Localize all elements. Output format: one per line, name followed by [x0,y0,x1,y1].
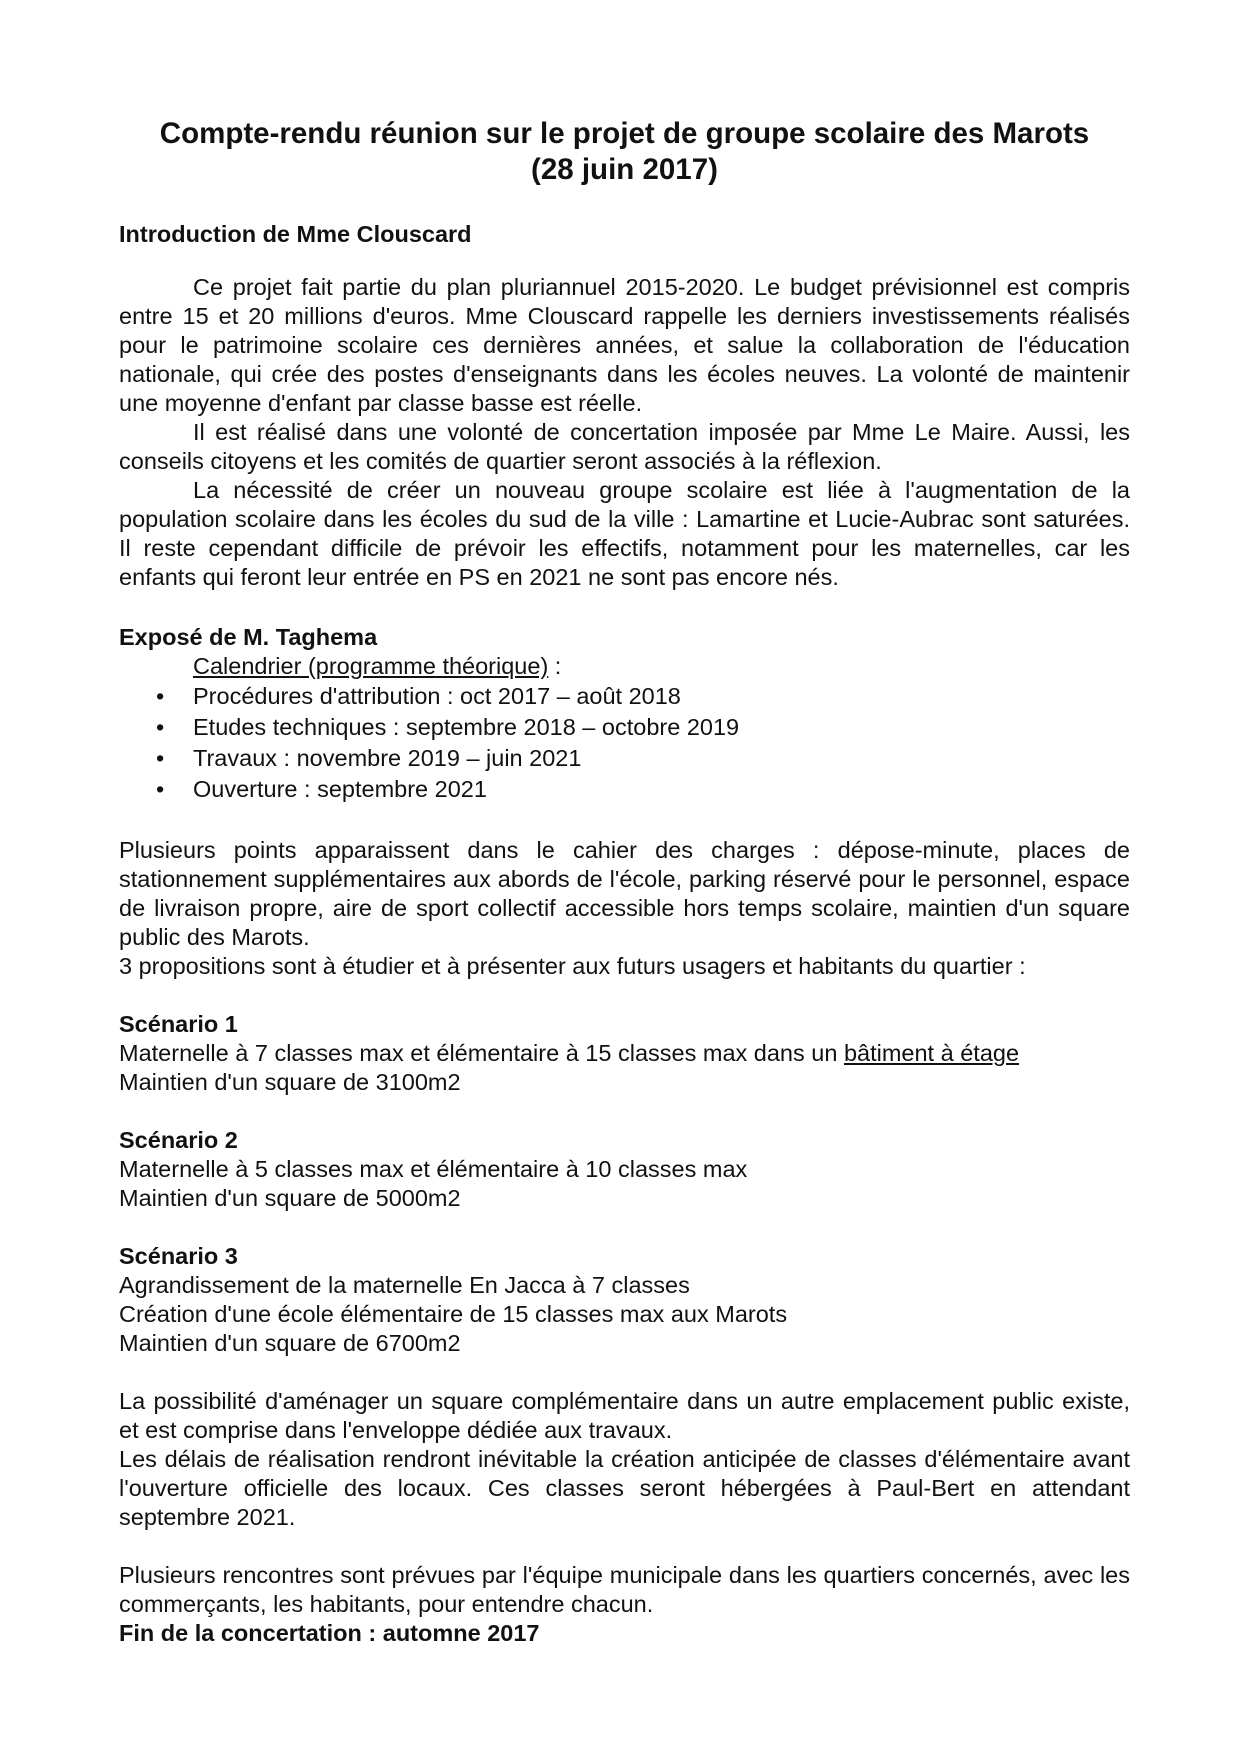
document-title [119,116,1130,188]
concertation-end: Fin de la concertation : automne 2017 [119,1620,540,1646]
title-line-1: Compte-rendu réunion sur le projet de groupe scolaire des Marots [159,117,1090,150]
title-line-2: (28 juin 2017) [531,153,718,186]
bullet-icon: • [156,745,165,771]
bullet-icon: • [156,776,165,802]
calendar-label [119,652,1130,681]
calendar-list [119,681,1130,805]
list-item [119,774,1130,805]
document-page [119,116,1130,1648]
closing-paragraph-3: Plusieurs rencontres sont prévues par l'équipe municipale dans les quartiers concernés, avec les commerçants, les habitants, pour entendre chacun. [119,1562,1130,1617]
intro-paragraph-3: La nécessité de créer un nouveau groupe scolaire est liée à l'augmentation de la population scolaire dans les écoles du sud de la ville : Lamartine et Lucie-Aubrac sont saturées. Il reste cependant difficile de prévoir les effectifs, notamment pour les maternelles, car les enfants qui feront leur entrée en PS en 2021 ne sont pas encore nés. [119,477,1130,590]
list-item-text: Ouverture : septembre 2021 [193,776,487,802]
propositions-paragraph: 3 propositions sont à étudier et à présenter aux futurs usagers et habitants du quartier : [119,953,1026,979]
bullet-icon: • [156,683,165,709]
scenario-3-heading: Scénario 3 [119,1243,238,1269]
scenario-3-line-2: Création d'une école élémentaire de 15 classes max aux Marots [119,1301,788,1327]
scenario-2-line-1: Maternelle à 5 classes max et élémentaire à 10 classes max [119,1156,748,1182]
charges-paragraph: Plusieurs points apparaissent dans le cahier des charges : dépose-minute, places de stationnement supplémentaires aux abords de l'école, parking réservé pour le personnel, espace de livraison propre, aire de sport collectif accessible hors temps scolaire, maintien d'un square public des Marots. [119,837,1130,950]
intro-paragraph-1: Ce projet fait partie du plan pluriannuel 2015-2020. Le budget prévisionnel est compris entre 15 et 20 millions d'euros. Mme Clouscard rappelle les derniers investissements réalisés pour le patrimoine scolaire ces dernières années, et salue la collaboration de l'éducation nationale, qui crée des postes d'enseignants dans les écoles neuves. La volonté de maintenir une moyenne d'enfant par classe basse est réelle. [119,274,1130,416]
intro-paragraph-2: Il est réalisé dans une volonté de concertation imposée par Mme Le Maire. Aussi, les conseils citoyens et les comités de quartier seront associés à la réflexion. [119,419,1130,474]
list-item [119,743,1130,774]
list-item-text: Etudes techniques : septembre 2018 – octobre 2019 [193,714,740,740]
scenario-1-underlined-text: bâtiment à étage [843,1040,1020,1066]
scenario-1-line-1-text: Maternelle à 7 classes max et élémentaire à 15 classes max dans un [119,1040,844,1066]
closing-paragraph-2: Les délais de réalisation rendront inévitable la création anticipée de classes d'élémentaire avant l'ouverture officielle des locaux. Ces classes seront hébergées à Paul-Bert en attendant septembre 2021. [119,1446,1130,1530]
bullet-icon: • [156,714,165,740]
scenario-3-line-3: Maintien d'un square de 6700m2 [119,1330,461,1356]
calendar-label-text: Calendrier (programme théorique) [193,653,549,679]
scenario-1-line-2: Maintien d'un square de 3100m2 [119,1069,461,1095]
list-item-text: Procédures d'attribution : oct 2017 – août 2018 [193,683,681,709]
closing-paragraph-1: La possibilité d'aménager un square complémentaire dans un autre emplacement public existe, et est comprise dans l'enveloppe dédiée aux travaux. [119,1388,1130,1443]
scenario-2-heading: Scénario 2 [119,1127,238,1153]
scenario-1-line-1 [119,1039,1130,1068]
scenario-1-heading: Scénario 1 [119,1011,238,1037]
scenario-2-line-2: Maintien d'un square de 5000m2 [119,1185,461,1211]
list-item-text: Travaux : novembre 2019 – juin 2021 [193,745,582,771]
list-item [119,712,1130,743]
calendar-label-suffix: : [548,653,562,679]
expose-heading: Exposé de M. Taghema [119,624,378,650]
list-item [119,681,1130,712]
intro-heading: Introduction de Mme Clouscard [119,221,472,247]
scenario-3-line-1: Agrandissement de la maternelle En Jacca à 7 classes [119,1272,690,1298]
